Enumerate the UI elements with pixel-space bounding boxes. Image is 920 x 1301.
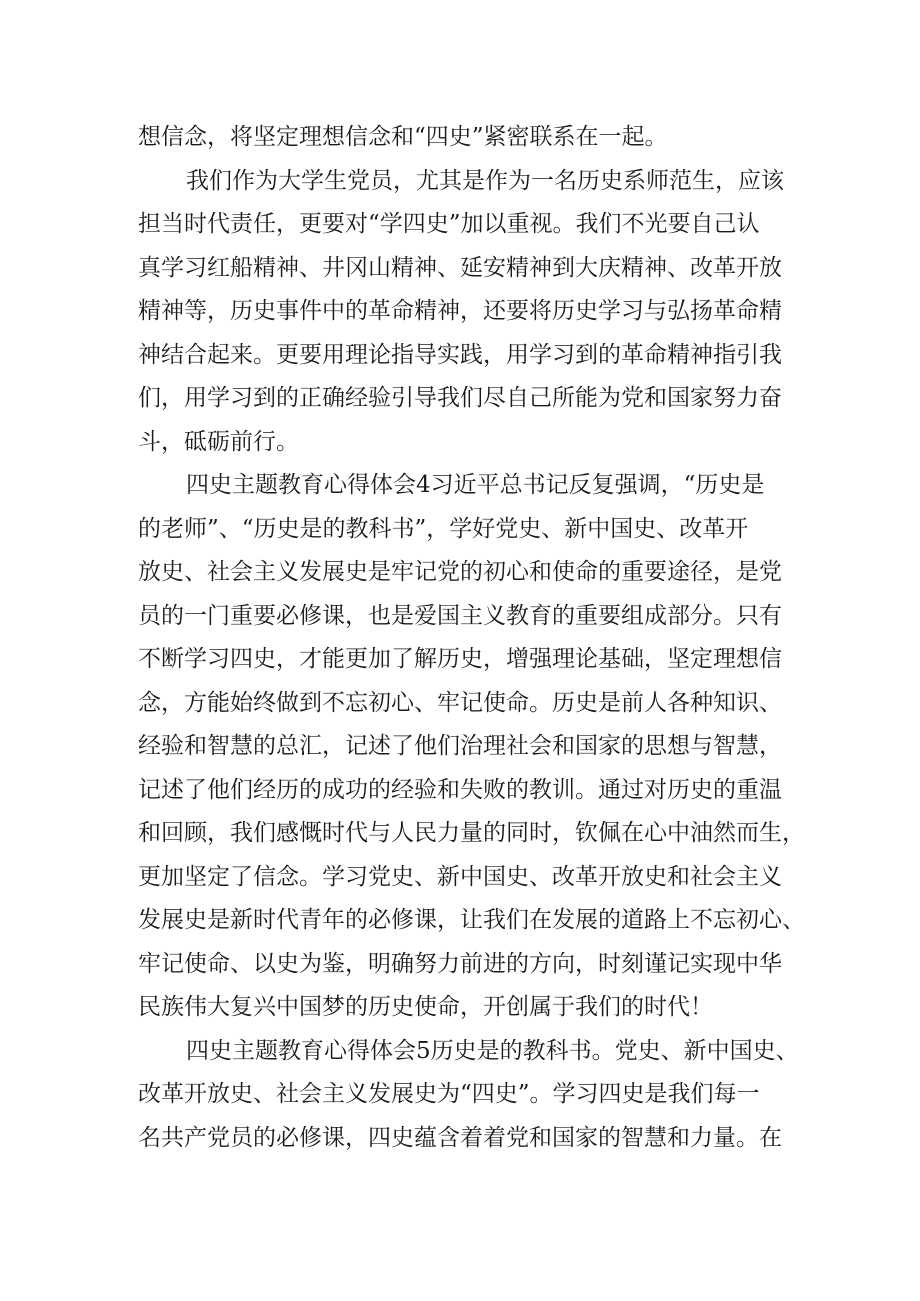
text-line: 记述了他们经历的成功的经验和失败的教训。通过对历史的重温 [138,776,782,803]
text-line: 不断学习四史，才能更加了解历史，增强理论基础，坚定理想信 [138,646,782,672]
body-text [138,116,805,1160]
text-line: 员的一门重要必修课，也是爱国主义教育的重要组成部分。只有 [138,602,782,629]
text-line: 放史、社会主义发展史是牢记党的初心和使命的重要途径，是党 [138,559,782,585]
text-line: 们，用学习到的正确经验引导我们尽自己所能为党和国家努力奋 [138,385,782,411]
text-line: 真学习红船精神、井冈山精神、延安精神到大庆精神、改革开放 [138,254,782,281]
text-line: 名共产党员的必修课，四史蕴含着着党和国家的智慧和力量。在 [138,1124,782,1151]
text-line: 斗，砥砺前行。 [138,428,299,455]
text-line: 想信念，将坚定理想信念和“四史”紧密联系在一起。 [138,124,668,150]
text-line: 念，方能始终做到不忘初心、牢记使命。历史是前人各种知识、 [138,689,782,716]
text-line: 发展史是新时代青年的必修课，让我们在发展的道路上不忘初心、 [138,907,805,933]
text-line: 四史主题教育心得体会4习近平总书记反复强调，“历史是 [186,472,765,498]
text-line: 经验和智慧的总汇，记述了他们治理社会和国家的思想与智慧， [138,733,782,759]
text-line: 四史主题教育心得体会5历史是的教科书。党史、新中国史、 [186,1037,799,1064]
text-line: 民族伟大复兴中国梦的历史使命，开创属于我们的时代！ [138,994,713,1020]
text-line: 更加坚定了信念。学习党史、新中国史、改革开放史和社会主义 [138,863,782,890]
text-line: 牢记使命、以史为鉴，明确努力前进的方向，时刻谨记实现中华 [138,950,782,977]
text-line: 神结合起来。更要用理论指导实践，用学习到的革命精神指引我 [138,341,782,368]
text-line: 和回顾，我们感慨时代与人民力量的同时，钦佩在心中油然而生， [138,820,805,846]
text-line: 担当时代责任，更要对“学四史”加以重视。我们不光要自己认 [138,211,760,237]
text-line: 的老师”、“历史是的教科书”，学好党史、新中国史、改革开 [138,515,749,542]
text-line: 精神等，历史事件中的革命精神，还要将历史学习与弘扬革命精 [138,298,782,324]
text-line: 改革开放史、社会主义发展史为“四史”。学习四史是我们每一 [138,1081,760,1107]
text-line: 我们作为大学生党员，尤其是作为一名历史系师范生，应该 [186,167,784,194]
